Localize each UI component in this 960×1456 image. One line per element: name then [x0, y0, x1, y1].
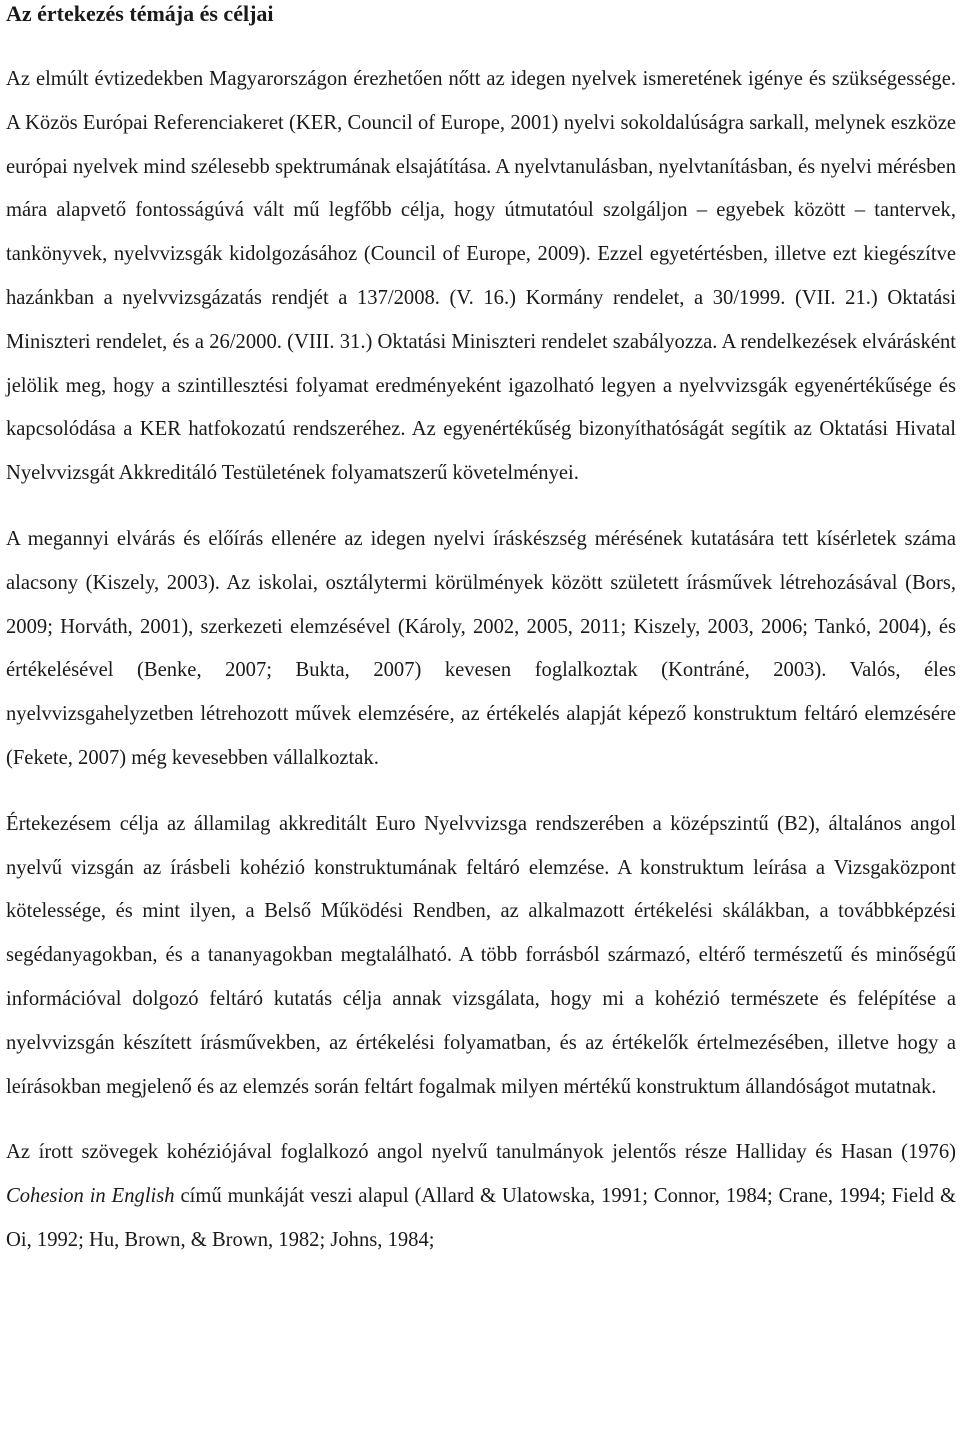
paragraph-dissertation-aim: Értekezésem célja az államilag akkreditált Euro Nyelvvizsga rendszerében a középszintű (B2), általános angol nyelvű vizsgán az írásbeli kohézió konstruktumának feltáró elemzése. A konstruktum leírása a Vizsgaközpont kötelessége, és mint ilyen, a Belső Működési Rendben, az alkalmazott értékelési skálákban, a továbbképzési segédanyagokban, és a tananyagokban megtalálható. A több forrásból származó, eltérő természetű és minőségű információval dolgozó feltáró kutatás célja annak vizsgálata, hogy mi a kohézió természete és felépítése a nyelvvizsgán készített írásművekben, az értékelési folyamatban, és az értékelők értelmezésében, illetve hogy a leírásokban megjelenő és az elemzés során feltárt fogalmak milyen mértékű konstruktum állandóságot mutatnak.	[6, 812, 956, 1098]
paragraph-cohesion-literature	[6, 1131, 956, 1262]
paragraph-research-gap: A megannyi elvárás és előírás ellenére az idegen nyelvi íráskészség mérésének kutatására tett kísérletek száma alacsony (Kiszely, 2003). Az iskolai, osztálytermi körülmények között született írásművek létrehozásával (Bors, 2009; Horváth, 2001), szerkezeti elemzésével (Károly, 2002, 2005, 2011; Kiszely, 2003, 2006; Tankó, 2004), és értékelésével (Benke, 2007; Bukta, 2007) kevesen foglalkoztak (Kontráné, 2003). Valós, éles nyelvvizsgahelyzetben létrehozott művek elemzésére, az értékelés alapját képező konstruktum feltáró elemzésére (Fekete, 2007) még kevesebben vállalkoztak.	[6, 527, 956, 769]
paragraph-text-before: Az írott szövegek kohéziójával foglalkozó angol nyelvű tanulmányok jelentős része Halliday és Hasan (1976)	[6, 1141, 956, 1164]
paragraph-text-after: című munkáját veszi alapul (Allard & Ulatowska, 1991; Connor, 1984; Crane, 1994; Field & Oi, 1992; Hu, Brown, & Brown, 1982; Johns, 1984;	[6, 1185, 956, 1251]
document-page	[6, 0, 956, 1263]
book-title: Cohesion in English	[6, 1185, 175, 1208]
paragraph-intro: Az elmúlt évtizedekben Magyarországon érezhetően nőtt az idegen nyelvek ismeretének igénye és szükségessége. A Közös Európai Referenciakeret (KER, Council of Europe, 2001) nyelvi sokoldalúságra sarkall, melynek eszköze európai nyelvek mind szélesebb spektrumának elsajátítása. A nyelvtanulásban, nyelvtanításban, és nyelvi mérésben mára alapvető fontosságúvá vált mű legfőbb célja, hogy útmutatóul szolgáljon – egyebek között – tantervek, tankönyvek, nyelvvizsgák kidolgozásához (Council of Europe, 2009). Ezzel egyetértésben, illetve ezt kiegészítve hazánkban a nyelvvizsgázatás rendjét a 137/2008. (V. 16.) Kormány rendelet, a 30/1999. (VII. 21.) Oktatási Miniszteri rendelet, és a 26/2000. (VIII. 31.) Oktatási Miniszteri rendelet szabályozza. A rendelkezések elvárásként jelölik meg, hogy a szintillesztési folyamat eredményeként igazolható legyen a nyelvvizsgák egyenértékűsége és kapcsolódása a KER hatfokozatú rendszeréhez. Az egyenértékűség bizonyíthatóságát segítik az Oktatási Hivatal Nyelvvizsgát Akkreditáló Testületének folyamatszerű követelményei.	[6, 68, 956, 485]
section-heading: Az értekezés témája és céljai	[6, 1, 274, 26]
